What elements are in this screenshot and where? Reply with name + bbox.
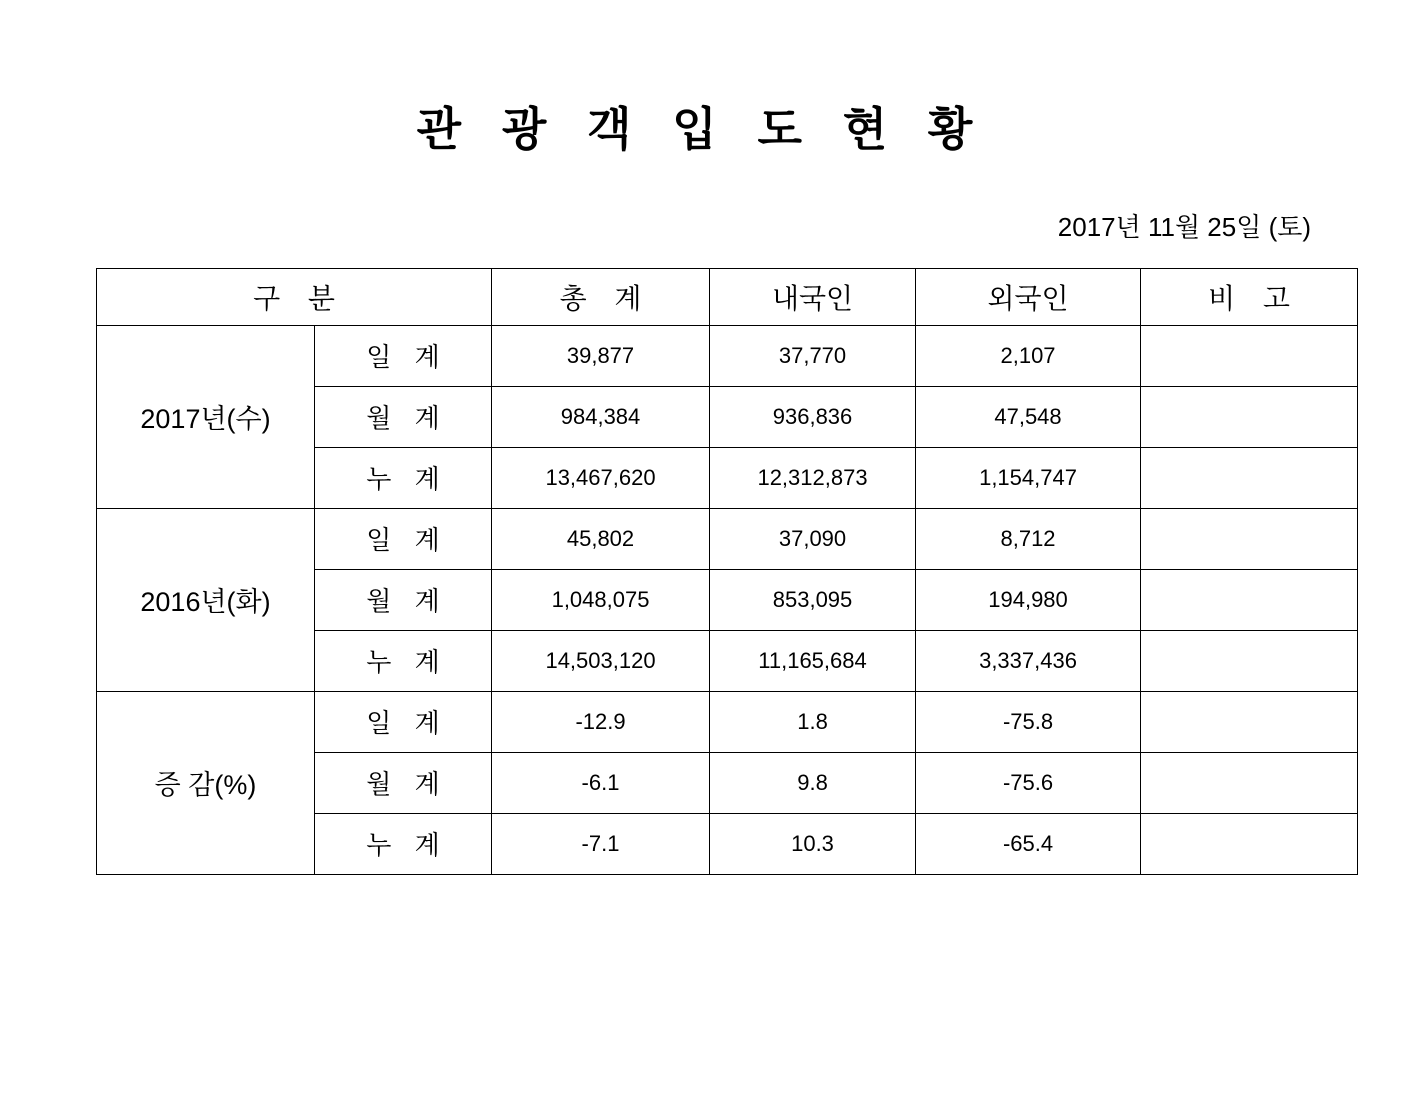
cell-total: -6.1 (492, 752, 710, 813)
cell-note (1141, 447, 1358, 508)
cell-foreign: -65.4 (916, 813, 1141, 874)
document-page (0, 104, 1403, 1096)
cell-domestic: 9.8 (710, 752, 916, 813)
cell-domestic: 12,312,873 (710, 447, 916, 508)
cell-domestic: 11,165,684 (710, 630, 916, 691)
cell-total: 39,877 (492, 325, 710, 386)
cell-domestic: 1.8 (710, 691, 916, 752)
cell-foreign: -75.8 (916, 691, 1141, 752)
cell-foreign: -75.6 (916, 752, 1141, 813)
cell-note (1141, 508, 1358, 569)
tourist-arrivals-table (96, 268, 1358, 875)
statistics-table-container (0, 268, 1403, 875)
table-row (97, 325, 1358, 386)
sub-label-daily: 일 계 (315, 325, 492, 386)
cell-note (1141, 569, 1358, 630)
header-domestic: 내국인 (710, 268, 916, 325)
cell-total: 13,467,620 (492, 447, 710, 508)
cell-total: -12.9 (492, 691, 710, 752)
cell-total: -7.1 (492, 813, 710, 874)
sub-label-cumulative: 누 계 (315, 813, 492, 874)
cell-foreign: 47,548 (916, 386, 1141, 447)
cell-note (1141, 752, 1358, 813)
cell-note (1141, 630, 1358, 691)
sub-label-cumulative: 누 계 (315, 630, 492, 691)
cell-foreign: 194,980 (916, 569, 1141, 630)
table-row (97, 691, 1358, 752)
table-header-row (97, 268, 1358, 325)
sub-label-monthly: 월 계 (315, 752, 492, 813)
group-label-2017: 2017년(수) (97, 325, 315, 508)
header-foreign: 외국인 (916, 268, 1141, 325)
sub-label-cumulative: 누 계 (315, 447, 492, 508)
cell-foreign: 8,712 (916, 508, 1141, 569)
page-title: 관 광 객 입 도 현 황 (416, 103, 987, 155)
cell-note (1141, 325, 1358, 386)
sub-label-monthly: 월 계 (315, 569, 492, 630)
cell-domestic: 37,770 (710, 325, 916, 386)
cell-total: 45,802 (492, 508, 710, 569)
sub-label-daily: 일 계 (315, 508, 492, 569)
cell-foreign: 3,337,436 (916, 630, 1141, 691)
cell-total: 14,503,120 (492, 630, 710, 691)
cell-note (1141, 813, 1358, 874)
cell-total: 984,384 (492, 386, 710, 447)
cell-note (1141, 386, 1358, 447)
group-label-2016: 2016년(화) (97, 508, 315, 691)
header-total: 총 계 (492, 268, 710, 325)
table-row (97, 508, 1358, 569)
group-label-change: 증 감(%) (97, 691, 315, 874)
sub-label-daily: 일 계 (315, 691, 492, 752)
cell-foreign: 2,107 (916, 325, 1141, 386)
cell-foreign: 1,154,747 (916, 447, 1141, 508)
report-date: 2017년 11월 25일 (토) (1057, 211, 1311, 242)
cell-domestic: 853,095 (710, 569, 916, 630)
header-note: 비 고 (1141, 268, 1358, 325)
header-division: 구 분 (97, 268, 492, 325)
sub-label-monthly: 월 계 (315, 386, 492, 447)
cell-domestic: 936,836 (710, 386, 916, 447)
cell-domestic: 37,090 (710, 508, 916, 569)
cell-domestic: 10.3 (710, 813, 916, 874)
cell-total: 1,048,075 (492, 569, 710, 630)
cell-note (1141, 691, 1358, 752)
